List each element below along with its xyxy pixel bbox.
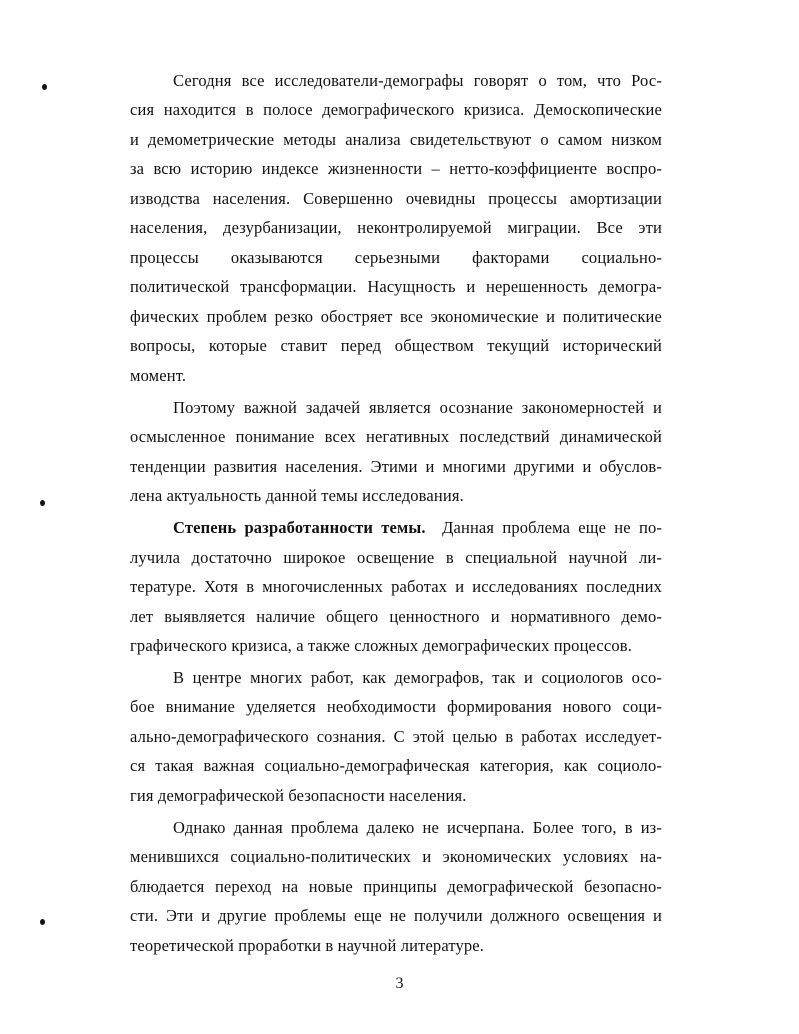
text-line: осмысленное понимание всех негативных последствий динамической (130, 427, 662, 446)
text-line: менившихся социально-политических и экономических условиях на- (130, 847, 662, 866)
text-line: лена актуальность данной темы исследования. (130, 486, 464, 505)
text-line: политической трансформации. Насущность и нерешенность демогра- (130, 277, 662, 296)
page-number: 3 (395, 975, 404, 992)
text-line: лет выявляется наличие общего ценностного и нормативного демо- (130, 607, 662, 626)
punch-hole-mark (40, 500, 45, 506)
text-line: ся такая важная социально-демографическая категория, как социоло- (130, 756, 662, 775)
text-line (173, 518, 662, 538)
text-span: Данная проблема еще не по- (442, 518, 662, 537)
text-line: В центре многих работ, как демографов, так и социологов осо- (173, 668, 662, 687)
punch-hole-mark (42, 84, 47, 90)
punch-hole-mark (40, 919, 45, 925)
text-line: лучила достаточно широкое освещение в специальной научной ли- (130, 548, 662, 567)
text-line: сия находится в полосе демографического кризиса. Демоскопические (130, 100, 662, 119)
text-line: бое внимание уделяется необходимости формирования нового соци- (130, 697, 662, 716)
text-line: тературе. Хотя в многочисленных работах и исследованиях последних (130, 577, 662, 596)
section-heading: Степень разработанности темы. (173, 518, 426, 537)
text-line: за всю историю индексе жизненности – нетто-коэффициенте воспро- (130, 159, 662, 178)
text-line: сти. Эти и другие проблемы еще не получили должного освещения и (130, 906, 662, 925)
text-line: изводства населения. Совершенно очевидны процессы амортизации (130, 189, 662, 208)
text-line: гия демографической безопасности населения. (130, 786, 467, 805)
text-line: тенденции развития населения. Этими и многими другими и обуслов- (130, 457, 662, 476)
text-line: Сегодня все исследователи-демографы говорят о том, что Рос- (173, 71, 662, 90)
text-line: графического кризиса, а также сложных демографических процессов. (130, 636, 632, 655)
text-line: момент. (130, 366, 187, 385)
text-line: ально-демографического сознания. С этой целью в работах исследует- (130, 727, 662, 746)
text-line: фических проблем резко обостряет все экономические и политические (130, 307, 662, 326)
text-line: Однако данная проблема далеко не исчерпана. Более того, в из- (173, 818, 662, 837)
text-line: населения, дезурбанизации, неконтролируемой миграции. Все эти (130, 218, 662, 237)
text-line: теоретической проработки в научной литературе. (130, 936, 485, 955)
text-line: вопросы, которые ставит перед обществом текущий исторический (130, 336, 662, 355)
text-line: и демометрические методы анализа свидетельствуют о самом низком (130, 130, 662, 149)
text-line: процессы оказываются серьезными факторами социально- (130, 248, 662, 267)
text-line: блюдается переход на новые принципы демографической безопасно- (130, 877, 662, 896)
text-line: Поэтому важной задачей является осознание закономерностей и (173, 398, 662, 417)
